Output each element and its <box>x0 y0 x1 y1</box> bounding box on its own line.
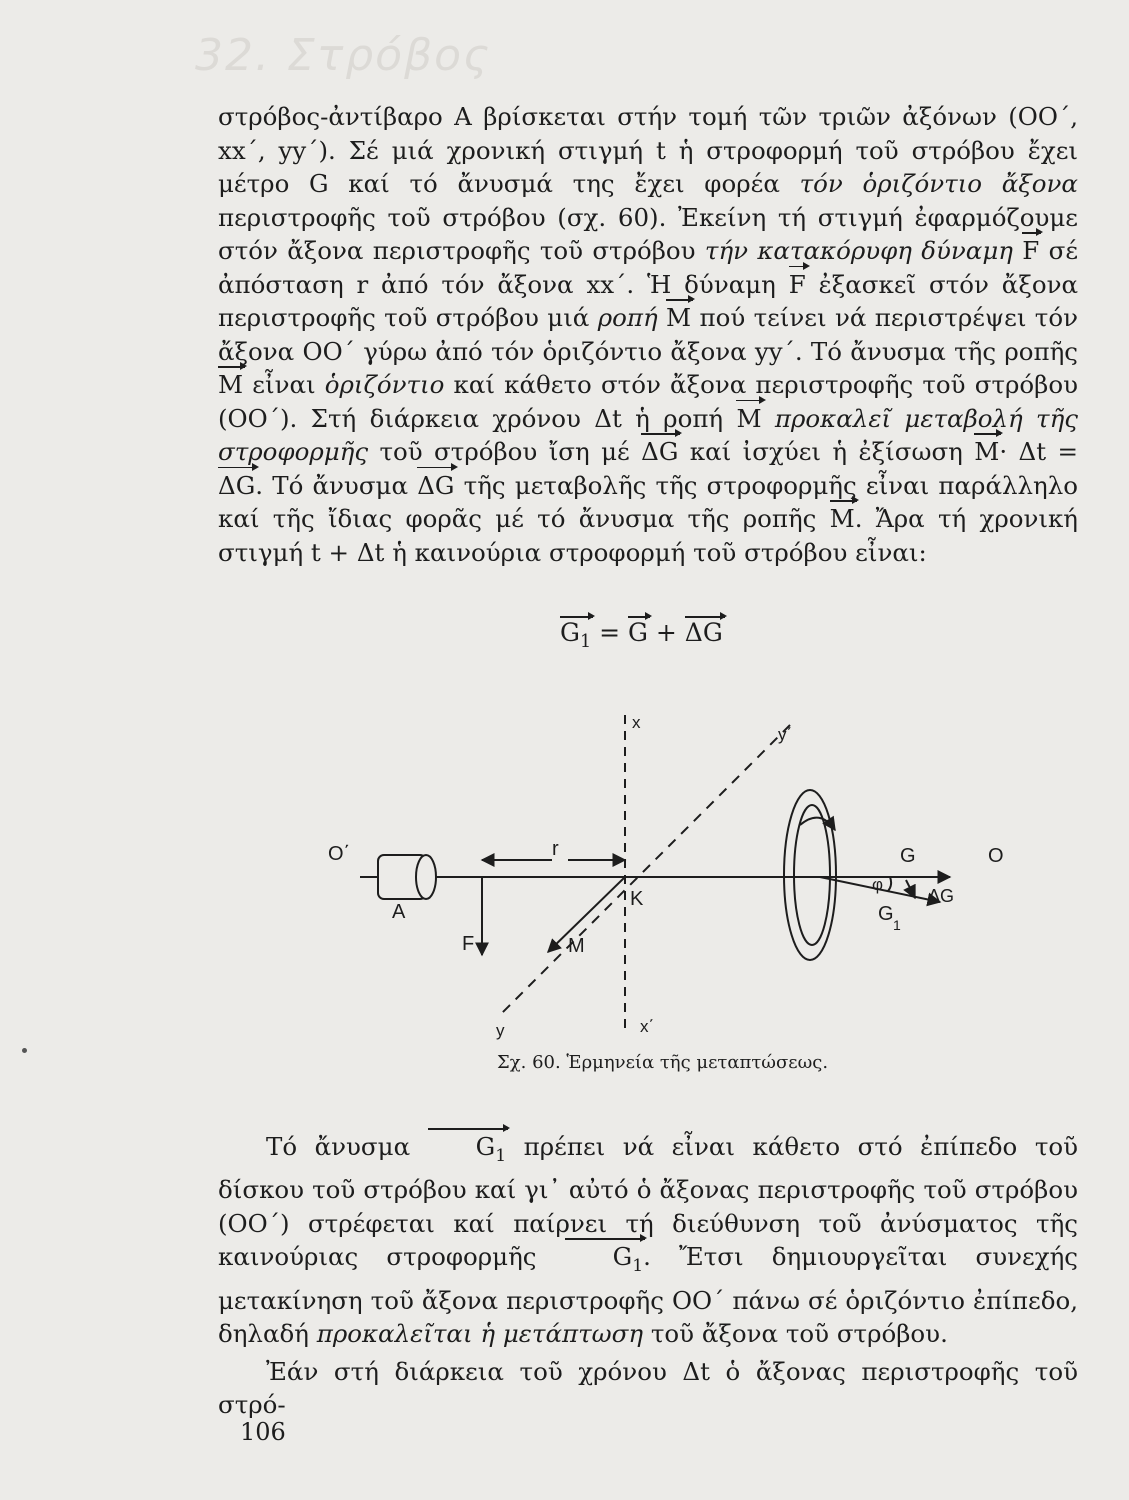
p1-line10: . Τό ἄνυσμα <box>255 470 409 500</box>
p1-line5: πού τείνει νά περιστρέψει τόν ἄξονα ΟΟ΄ γύρω ἀπό τόν ὁριζόντιο ἄξονα yy΄. Τό ἄνυσμα τῆς ροπῆς <box>218 303 1078 366</box>
p1-line7: καί κάθετο στόν ἄξονα περιστροφῆς τοῦ στρόβου (ΟΟ΄). Στή διάρκεια χρόνου Δt ἡ ροπή <box>218 370 1078 433</box>
torque-M-arrow <box>548 877 625 952</box>
label-dG: ΔG <box>928 886 955 906</box>
p1-italic-3: ροπή <box>597 303 658 332</box>
p1-italic-5: προκαλεῖ μεταβολή τῆς στροφορμῆς <box>218 403 1079 466</box>
p1-line3: σέ ἀπόσταση r ἀπό τόν ἄξονα xx΄. Ἡ δύναμη <box>218 236 1079 299</box>
vector-M: M <box>666 301 691 335</box>
vector-M-5: M <box>830 502 855 536</box>
vector-F: F <box>1022 234 1039 268</box>
p1-italic-2: τήν κατακόρυφη δύναμη <box>704 236 1013 265</box>
p2-g1-sub: 1 <box>495 1145 507 1166</box>
p1-line1: στρόβος-ἀντίβαρο Α βρίσκεται στήν τομή τῶν τριῶν ἀξόνων (ΟΟ΄, xx΄, yy΄). Σέ μιά χρονική στιγμή t ἡ στροφορμή τοῦ στρόβου ἔχει μέτρο G καί τό ἄνυσμά της ἔχει φορέα <box>218 102 1078 198</box>
p2-g1-sub-2: 1 <box>632 1256 644 1277</box>
figure-60-diagram <box>300 690 1020 1040</box>
vector-M-3: M <box>736 402 761 436</box>
page-number: 106 <box>240 1418 286 1446</box>
ghost-header: 32. Στρόβος <box>195 30 491 81</box>
paragraph-2 <box>218 1130 1078 1422</box>
label-G1: G <box>878 903 894 925</box>
p1-line4: ἐξασκεῖ στόν ἄξονα περιστροφῆς τοῦ στρόβου μιά <box>218 269 1079 332</box>
p2-g1-letter-2: G <box>612 1242 633 1272</box>
p1-line2: περιστροφῆς τοῦ στρόβου (σχ. 60). Ἐκείνη τή στιγμή ἐφαρμόζουμε στόν ἄξονα περιστροφῆς τοῦ στρόβου <box>218 202 1078 265</box>
vector-dG-3: ΔG <box>417 469 454 503</box>
vector-M-4: M <box>974 435 999 469</box>
label-M: M <box>568 935 585 957</box>
formula-G1 <box>560 618 723 652</box>
vector-dG-2: ΔG <box>218 469 255 503</box>
p1-eq-mid: · Δt = <box>999 437 1078 466</box>
vector-G1-2 <box>565 1240 643 1283</box>
label-G1-sub: 1 <box>893 917 901 933</box>
label-G: G <box>900 845 916 867</box>
p1-line8: τοῦ στρόβου ἴση μέ <box>379 437 630 466</box>
vector-dG: ΔG <box>641 435 678 469</box>
label-y-prime: y΄ <box>778 725 793 744</box>
figure-caption: Σχ. 60. Ἑρμηνεία τῆς μεταπτώσεως. <box>497 1052 829 1073</box>
formula-vector-G1 <box>560 618 591 652</box>
y-axis-line <box>500 725 793 1015</box>
gyroscope-disc-inner <box>794 805 830 945</box>
vector-G1 <box>428 1130 506 1173</box>
p1-line9: καί ἰσχύει ἡ ἐξίσωση <box>689 437 963 466</box>
p2-g1-letter: G <box>475 1132 496 1161</box>
vector-F-2: F <box>789 268 806 302</box>
scan-speck <box>22 1048 27 1053</box>
counterweight-face <box>416 855 436 899</box>
p2-d: τοῦ ἄξονα τοῦ στρόβου. <box>650 1319 948 1349</box>
p1-line11: τῆς μεταβολῆς τῆς στροφορμῆς εἶναι παράλληλο καί τῆς ἴδιας φορᾶς μέ τό ἄνυσμα τῆς ροπῆς <box>218 470 1078 533</box>
formula-vector-G: G <box>627 618 648 647</box>
label-A: A <box>392 901 406 923</box>
formula-g1-sub: 1 <box>579 632 592 652</box>
p1-line6: εἶναι <box>252 370 316 399</box>
label-x: x <box>632 713 641 732</box>
p1-italic-1: τόν ὁριζόντιο ἄξονα <box>799 169 1078 198</box>
label-K: K <box>630 888 644 910</box>
label-O-prime: O΄ <box>328 843 351 865</box>
gyroscope-disc-outer <box>784 790 836 960</box>
label-O: O <box>988 845 1004 867</box>
label-x-prime: x΄ <box>640 1017 655 1036</box>
p2-b: πρέπει νά εἶναι κάθετο στό ἐπίπεδο τοῦ δίσκου τοῦ στρόβου καί γι᾽ αὐτό ὁ ἄξονας περιστροφῆς τοῦ στρόβου (ΟΟ΄) στρέφεται καί παίρνει τή διεύθυνση τοῦ ἀνύσματος τῆς καινούριας στροφορμῆς <box>218 1132 1079 1272</box>
formula-vector-dG: ΔG <box>684 618 723 647</box>
vector-M-2: M <box>218 368 243 402</box>
angle-phi-arc <box>888 877 891 891</box>
p1-italic-4: ὁριζόντιο <box>324 370 445 399</box>
formula-plus: + <box>647 618 685 647</box>
label-phi: φ <box>872 875 884 894</box>
p2-c: . Ἔτσι δημιουργεῖται συνεχής μετακίνηση τοῦ ἄξονα περιστροφῆς ΟΟ΄ πάνω σέ ὁριζόντιο ἐπίπεδο, δηλαδή <box>218 1242 1078 1349</box>
p2-italic: προκαλεῖται ἡ μετάπτωση <box>316 1319 644 1349</box>
p3-text: Ἐάν στή διάρκεια τοῦ χρόνου Δt ὁ ἄξονας περιστροφῆς τοῦ στρό- <box>218 1356 1078 1420</box>
paragraph-1 <box>218 100 1078 569</box>
p1-line12: . Ἄρα τή χρονική στιγμή t + Δt ἡ καινούρια στροφορμή τοῦ στρόβου εἶναι: <box>218 504 1078 567</box>
formula-g1-letter: G <box>560 618 580 647</box>
p2-a: Τό ἄνυσμα <box>266 1132 411 1161</box>
label-r: r <box>552 838 559 860</box>
formula-eq: = <box>591 618 628 647</box>
label-y: y <box>496 1021 505 1040</box>
label-F: F <box>462 933 475 955</box>
